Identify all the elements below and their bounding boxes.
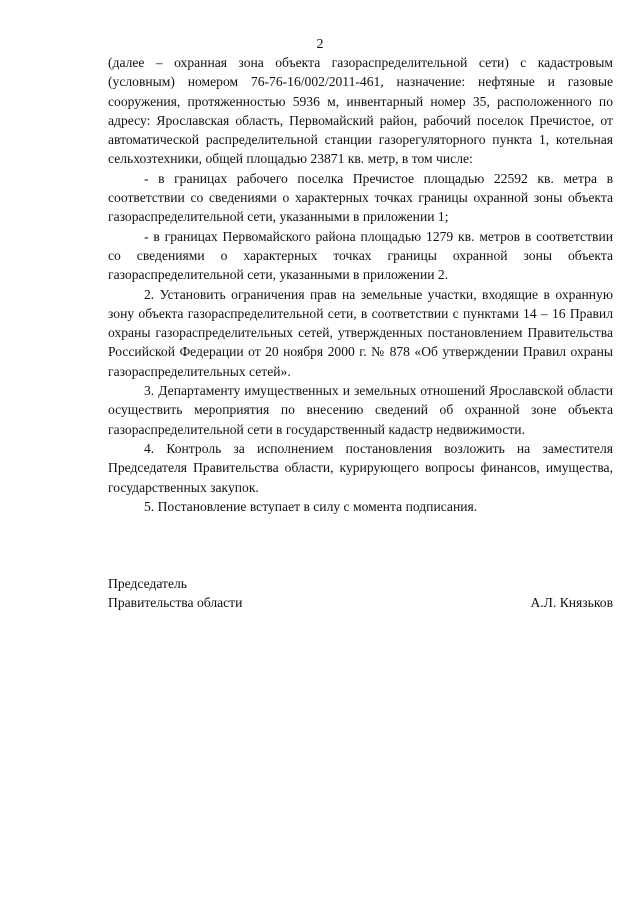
signature-title-line1: Председатель [108,576,187,591]
paragraph-3: 3. Департаменту имущественных и земельных отношений Ярославской области осуществить мероприятия по внесению сведений об охранной зоне объекта газораспределительной сети в государственный кадастр недвижимости. [108,383,613,437]
signature-block [108,593,613,612]
paragraph-intro: (далее – охранная зона объекта газораспределительной сети) с кадастровым (условным) номером 76-76-16/002/2011-461, назначение: нефтяные и газовые сооружения, протяженностью 5936 м, инвентарный номер 35, расположенного по адресу: Ярославская область, Первомайский район, рабочий поселок Пречистое, от автоматической распределительной станции газорегуляторного пункта 1, котельная сельхозтехники, общей площадью 23871 кв. метр, в том числе: [108,55,613,167]
paragraph-4: 4. Контроль за исполнением постановления возложить на заместителя Председателя Правительства области, курирующего вопросы финансов, имущества, государственных закупок. [108,440,613,495]
paragraph-2: 2. Установить ограничения прав на земельные участки, входящие в охранную зону объекта газораспределительной сети, в соответствии с пунктами 14 – 16 Правил охраны газораспределительных сетей, утвержденных постановлением Правительства Российской Федерации от 20 ноября 2000 г. № 878 «Об утверждении Правил охраны газораспределительных сетей». [108,286,613,379]
document-body [108,53,613,516]
paragraph-item-district: - в границах Первомайского района площадью 1279 кв. метров в соответствии со сведениями о характерных точках границы охранной зоны объекта газораспределительной сети, указанными в приложении 2. [108,228,613,283]
signature-title-line2: Правительства области [108,595,243,610]
paragraph-5: 5. Постановление вступает в силу с момента подписания. [144,498,478,514]
signatory-name: А.Л. Князьков [530,595,613,610]
page-number: 2 [316,37,324,52]
paragraph-item-settlement: - в границах рабочего поселка Пречистое площадью 22592 кв. метра в соответствии со сведениями о характерных точках границы охранной зоны объекта газораспределительной сети, указанными в приложении 1; [108,170,613,225]
